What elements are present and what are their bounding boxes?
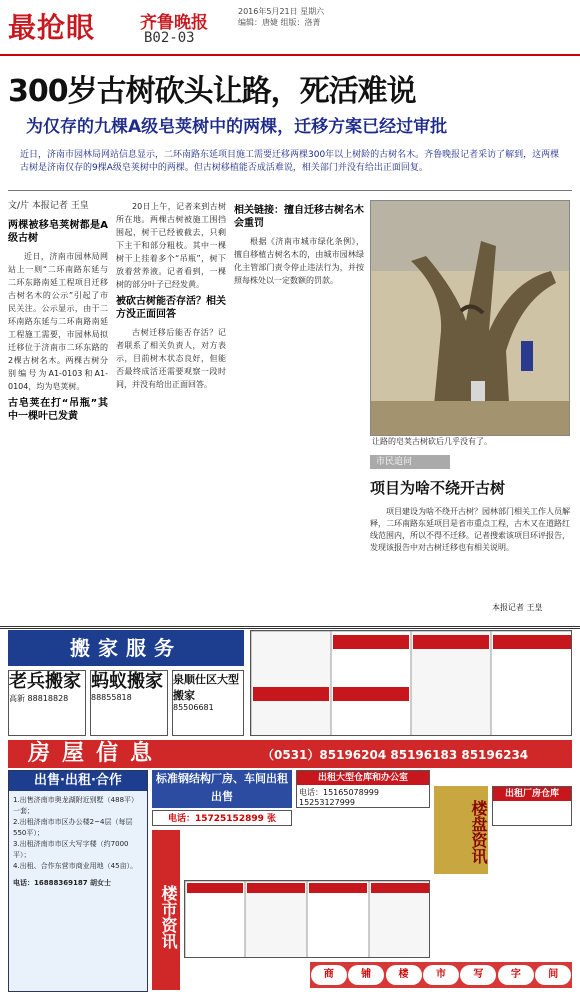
ad-grid	[250, 630, 572, 736]
ad-title: 老兵搬家	[9, 671, 81, 692]
section-title: 最抢眼	[8, 11, 96, 44]
photo-caption: 让路的皂荚古树砍后几乎没有了。	[372, 437, 492, 446]
ad-mover-2	[90, 670, 168, 736]
sidebar-signature: 本报记者 王皇	[492, 603, 543, 612]
chip: 商	[311, 965, 347, 985]
factory2-title: 出租厂房仓库	[493, 787, 571, 801]
vertical-tag-louyu: 楼市资讯	[152, 830, 180, 990]
chip: 楼	[386, 965, 422, 985]
warehouse-title: 出租大型仓库和办公室	[297, 771, 429, 785]
chip: 铺	[348, 965, 384, 985]
editor-credit: 编辑：唐婕 组版：洛菁	[238, 18, 321, 27]
house-info-phone: （0531）85196204 85196183 85196234	[262, 748, 529, 762]
list-item: 3.出租济南市市区大写字楼（约7000平）；	[13, 840, 129, 859]
vertical-tag-loupan: 楼盘资讯	[434, 786, 488, 874]
list-item: 2.出租济南市市区办公楼2~4层（每层550平）；	[13, 818, 133, 837]
sidebar-body: 项目建设为啥不绕开古树？园林部门相关工作人员解释，二环南路东延项目是省市重点工程，古木又在道路红线范围内，所以不得不迁移。记者搜索该项目环评报告，发现该报告中对古树迁移也有相关说明。	[370, 507, 570, 552]
chip: 字	[498, 965, 534, 985]
sidebar-title: 项目为啥不绕开古树	[370, 479, 506, 497]
issue-date: 2016年5月21日 星期六	[238, 7, 325, 16]
article-column-2	[116, 200, 226, 620]
sidebar-tag: 市民追问	[370, 455, 450, 469]
article-column-3	[234, 200, 364, 620]
masthead	[0, 0, 580, 56]
warehouse-phone: 电话：15165078999 15253127999	[299, 788, 379, 807]
factory2-ad	[492, 786, 572, 826]
ad-mover-1	[8, 670, 86, 736]
small-ads-grid	[184, 880, 430, 958]
section-heading-2: 古皂荚在打“吊瓶”其中一棵叶已发黄	[8, 398, 108, 422]
chip: 间	[535, 965, 571, 985]
article-subhead: 为仅存的九棵A级皂荚树中的两棵，迁移方案已经过审批	[26, 117, 448, 137]
paragraph: 近日，济南市园林局网站上一则“二环南路东延与二环东路南延工程项目迁移古树名木的公示”引起了市民关注。公示显示，由于二环南路东延与二环南路南延工程施工需要，市园林局拟迁移位于济南市二环东路的2棵古树名木。两棵古树分别编号为A1-0103和A1-0104，均为皂荚树。	[8, 252, 108, 391]
chip: 市	[423, 965, 459, 985]
ad-phone: 高新 88818828	[9, 694, 69, 703]
article-lead: 近日，济南市园林局网站信息显示，二环南路东延项目施工需要迁移两棵300年以上树龄的古树名木。齐鲁晚报记者采访了解到，这两棵古树是济南仅存的9棵A级皂荚树中的两棵。但古树移植能否成活难说，相关部门并没有给出正面回复。	[20, 150, 560, 173]
paragraph: 根据《济南市城市绿化条例》，擅自移植古树名木的，由城市园林绿化主管部门责令停止违法行为，并按照每株处以一定数额的罚款。	[234, 237, 364, 285]
chip: 写	[460, 965, 496, 985]
page-code: B02-03	[144, 30, 195, 46]
factory-ad-phone: 电话：15725152899 张	[152, 810, 292, 826]
ad-title: 蚂蚁搬家	[91, 671, 163, 692]
section-heading-4: 相关链接：擅自迁移古树名木会重罚	[234, 205, 364, 229]
ad-phone: 88855818	[91, 693, 132, 702]
sale-panel	[8, 770, 148, 992]
list-item: 1.出售济南市奥龙湖附近别墅（488平）一套；	[13, 796, 139, 815]
tree-photo	[370, 200, 570, 436]
ad-title: 泉顺仕区大型搬家	[173, 673, 239, 702]
moving-banner: 搬家服务	[8, 630, 244, 666]
warehouse-ad	[296, 770, 430, 808]
sale-list	[9, 791, 147, 893]
article-column-1	[8, 200, 108, 620]
divider	[8, 190, 572, 191]
factory-ad-title: 标准钢结构厂房、车间出租出售	[152, 770, 292, 808]
section-heading-1: 两棵被移皂荚树都是A级古树	[8, 220, 108, 244]
ad-phone: 85506681	[173, 703, 214, 712]
paragraph: 古树迁移后能否存活？记者联系了相关负责人，对方表示，目前树木状态良好，但能否最终成活还需要观察一段时间，并没有给出正面回答。	[116, 328, 226, 389]
paragraph: 20日上午，记者来到古树所在地。两棵古树被施工围挡围起，树干已经被截去，只剩下主干和部分粗枝。其中一棵树干上挂着多个“吊瓶”，树下放着营养液。记者看到，一棵树的部分叶子已经发黄。	[116, 202, 226, 289]
section-heading-3: 被砍古树能否存活？相关方没正面回答	[116, 296, 226, 320]
sale-title: 出售·出租·合作	[9, 771, 147, 791]
article-headline: 300岁古树砍头让路，死活难说	[8, 74, 416, 109]
paper-logo: 齐鲁晚报	[140, 13, 208, 33]
ad-storage	[172, 670, 244, 736]
sale-contact: 电话：16888369187 胡女士	[13, 879, 112, 887]
house-info-banner: 房屋信息	[8, 740, 572, 768]
list-item: 4.出租、合作东营市商业用地（45亩）。	[13, 862, 138, 870]
byline: 文/片 本报记者 王皇	[8, 201, 89, 211]
category-chip-row	[310, 962, 572, 988]
